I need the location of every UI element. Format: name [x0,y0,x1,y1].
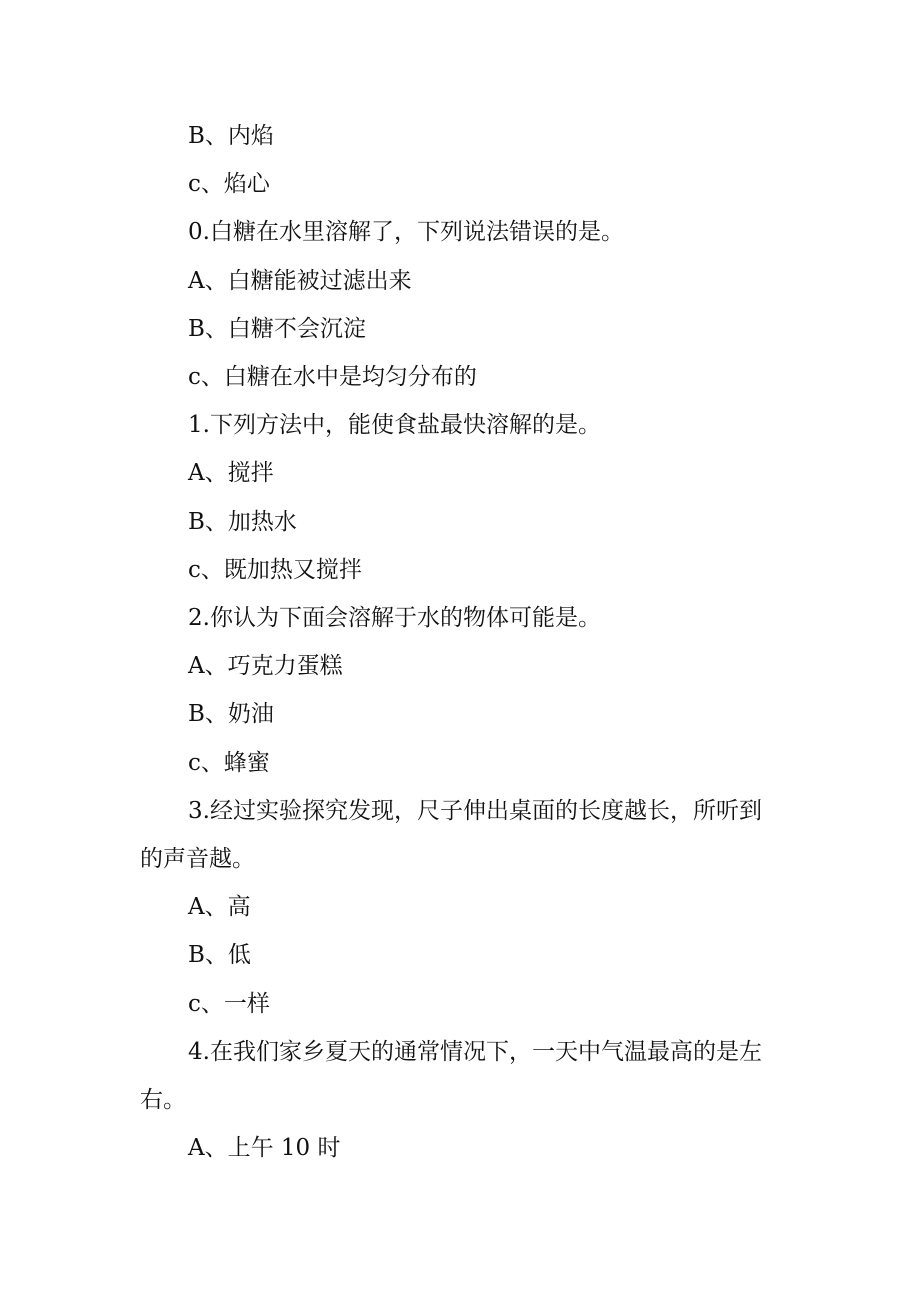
question-line: 3.经过实验探究发现，尺子伸出桌面的长度越长，所听到的声音越。 [140,797,762,873]
document-body [140,112,780,1172]
option-line: B、低 [188,942,251,969]
option-line: A、上午 10 时 [188,1135,341,1162]
question-line: 0.白糖在水里溶解了，下列说法错误的是。 [188,219,624,246]
question-line: 2.你认为下面会溶解于水的物体可能是。 [188,605,601,632]
option-line: c、白糖在水中是均匀分布的 [188,364,477,391]
option-line: A、白糖能被过滤出来 [188,267,412,294]
option-line: c、蜂蜜 [188,749,270,776]
option-line: c、既加热又搅拌 [188,556,362,583]
option-line: A、巧克力蛋糕 [188,653,343,680]
question-line: 1.下列方法中，能使食盐最快溶解的是。 [188,412,601,439]
option-line: c、一样 [188,990,270,1017]
option-line: B、内焰 [188,123,274,149]
option-line: B、白糖不会沉淀 [188,315,366,342]
question-line: 4.在我们家乡夏天的通常情况下，一天中气温最高的是左右。 [140,1038,762,1114]
option-line: B、加热水 [188,508,297,535]
option-line: c、焰心 [188,171,270,198]
option-line: A、高 [188,894,251,921]
option-line: A、搅拌 [188,460,274,487]
option-line: B、奶油 [188,701,274,728]
